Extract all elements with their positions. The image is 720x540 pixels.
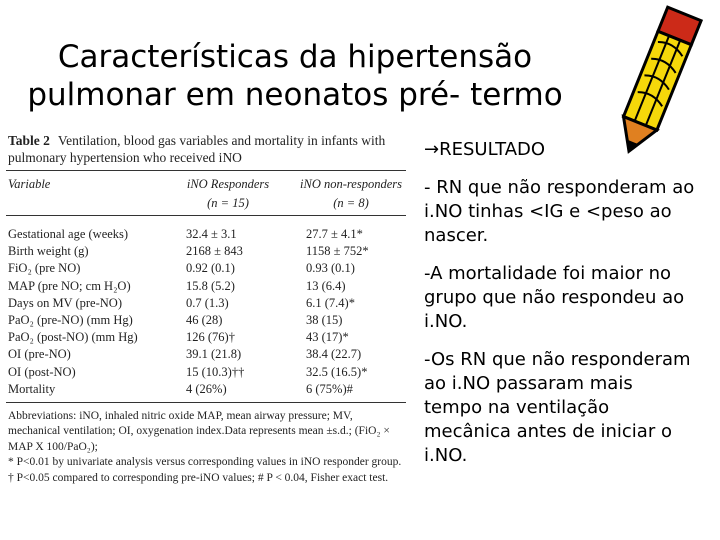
- table-rule-bottom: [6, 402, 406, 403]
- cell-variable: FiO₂ (pre NO): [8, 261, 81, 276]
- header-responders-label: iNO Responders: [186, 177, 270, 191]
- table-row: [6, 295, 406, 312]
- header-nonresponders-n: (n = 8): [333, 196, 369, 210]
- header-responders: [178, 177, 278, 211]
- table-row: [6, 381, 406, 398]
- table-row: [6, 243, 406, 260]
- cell-nonresponders: 38 (15): [306, 312, 343, 327]
- table-row: [6, 226, 406, 243]
- cell-nonresponders: 0.93 (0.1): [306, 261, 355, 276]
- cell-nonresponders: 32.5 (16.5)*: [306, 364, 368, 379]
- table-caption-text: Ventilation, blood gas variables and mortality in infants with pulmonary hypertension who received iNO: [8, 133, 386, 165]
- table-row: [6, 364, 406, 381]
- cell-variable: Days on MV (pre-NO): [8, 295, 122, 310]
- table-row: [6, 278, 406, 295]
- cell-responders: 126 (76)†: [186, 330, 235, 345]
- cell-responders: 15.8 (5.2): [186, 278, 235, 293]
- table-row: [6, 260, 406, 277]
- slide-title: [0, 38, 590, 114]
- data-table: [6, 132, 406, 536]
- slide-title-line2: pulmonar em neonatos pré- termo: [27, 77, 563, 113]
- cell-responders: 32.4 ± 3.1: [186, 227, 237, 241]
- table-footnotes: [6, 409, 406, 487]
- header-nonresponders-label: iNO non-responders: [300, 177, 402, 191]
- cell-variable: PaO₂ (pre-NO) (mm Hg): [8, 312, 133, 327]
- results-point: - RN que não responderam ao i.NO tinhas <IG e <peso ao nascer.: [424, 177, 695, 246]
- results-heading: →RESULTADO: [424, 139, 546, 160]
- table-header: [6, 171, 406, 215]
- header-variable: Variable: [8, 177, 51, 191]
- footnote-p001: * P<0.01 by univariate analysis versus corresponding values in iNO responder group.: [8, 456, 402, 469]
- slide-title-line1: Características da hipertensão: [57, 39, 533, 75]
- cell-variable: Birth weight (g): [8, 244, 89, 259]
- cell-nonresponders: 6 (75%)#: [306, 381, 353, 396]
- cell-responders: 0.7 (1.3): [186, 295, 229, 310]
- cell-variable: OI (pre-NO): [8, 347, 71, 362]
- cell-variable: Gestational age (weeks): [8, 227, 129, 241]
- cell-responders: 46 (28): [186, 312, 223, 327]
- cell-variable: PaO₂ (post-NO) (mm Hg): [8, 330, 138, 345]
- footnote-p005: † P<0.05 compared to corresponding pre-iNO values; # P < 0.04, Fisher exact test.: [8, 471, 389, 484]
- cell-variable: OI (post-NO): [8, 364, 76, 379]
- cell-variable: MAP (pre NO; cm H₂O): [8, 278, 131, 293]
- results-point: -A mortalidade foi maior no grupo que não respondeu ao i.NO.: [424, 263, 685, 332]
- footnote-abbreviations: Abbreviations: iNO, inhaled nitric oxide MAP, mean airway pressure; MV, mechanical ventilation; OI, oxygenation index.Data represents mean ±s.d.; (FiO₂ × MAP X 100/PaO₂);: [8, 409, 390, 453]
- table-body: [6, 226, 406, 398]
- cell-nonresponders: 38.4 (22.7): [306, 347, 362, 362]
- header-nonresponders: [296, 177, 406, 211]
- cell-nonresponders: 27.7 ± 4.1*: [306, 227, 363, 241]
- cell-nonresponders: 6.1 (7.4)*: [306, 295, 355, 310]
- cell-variable: Mortality: [8, 381, 56, 396]
- table-rule-header: [6, 215, 406, 216]
- cell-responders: 2168 ± 843: [186, 244, 243, 259]
- cell-nonresponders: 43 (17)*: [306, 330, 349, 345]
- table-caption: [8, 132, 406, 166]
- table-row: [6, 312, 406, 329]
- cell-responders: 4 (26%): [186, 381, 227, 396]
- cell-responders: 0.92 (0.1): [186, 261, 235, 276]
- table-row: [6, 329, 406, 346]
- cell-responders: 15 (10.3)††: [186, 364, 245, 379]
- cell-nonresponders: 13 (6.4): [306, 278, 346, 293]
- results-point: -Os RN que não responderam ao i.NO passaram mais tempo na ventilação mecânica antes de iniciar o i.NO.: [424, 349, 691, 466]
- cell-nonresponders: 1158 ± 752*: [306, 244, 369, 259]
- cell-responders: 39.1 (21.8): [186, 347, 242, 362]
- results-panel: [424, 138, 696, 482]
- table-row: [6, 346, 406, 363]
- header-responders-n: (n = 15): [207, 196, 249, 210]
- table-label: Table 2: [8, 133, 50, 148]
